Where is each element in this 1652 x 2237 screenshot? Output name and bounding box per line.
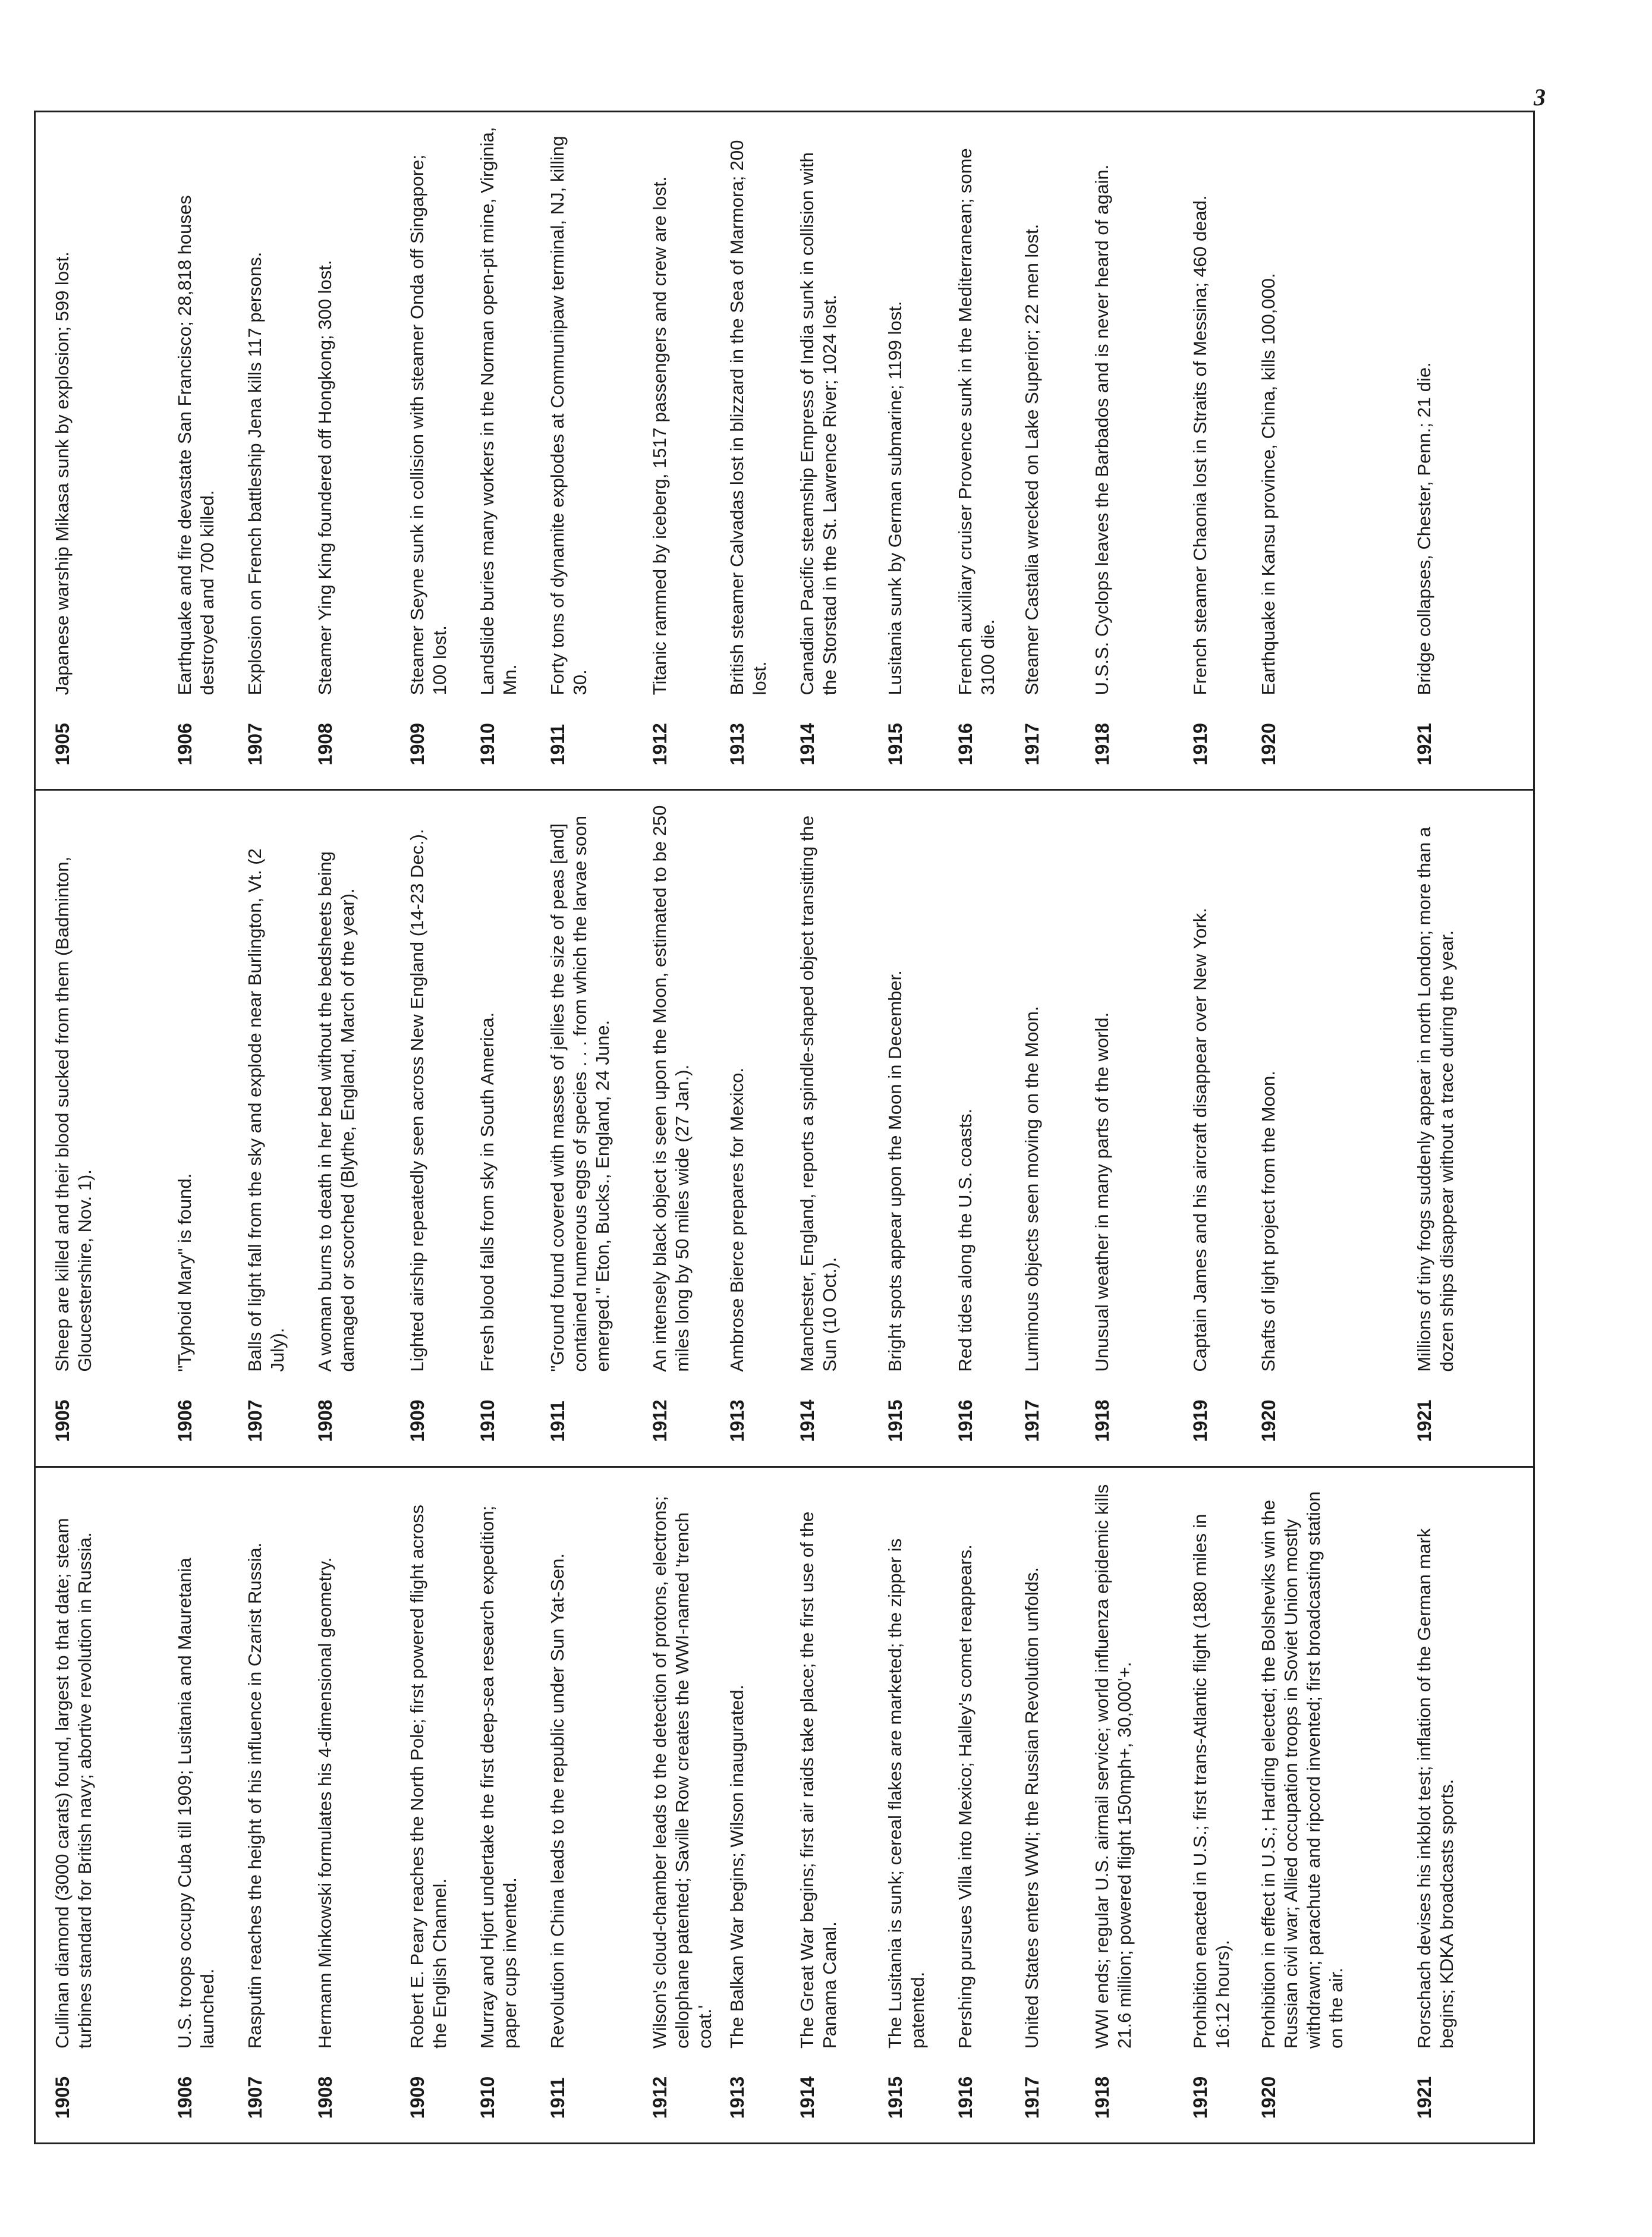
year: 1911 <box>547 2077 568 2119</box>
year: 1908 <box>314 2076 336 2119</box>
year: 1905 <box>52 2076 73 2119</box>
table-row <box>649 127 726 765</box>
table-row <box>546 1482 649 2119</box>
entry-text: U.S.S. Cyclops leaves the Barbados and is never heard of again. <box>1091 164 1112 696</box>
entry-text: Red tides along the U.S. coasts. <box>955 1108 976 1372</box>
entry-text: "Ground found covered with masses of jellies the size of peas [and] contained numerous eggs of species . . . from which the larvae soon emerged." Eton, Bucks., England, 24 June. <box>547 815 613 1372</box>
table-row <box>649 805 726 1442</box>
year: 1918 <box>1091 723 1113 766</box>
table-row <box>954 1482 1021 2119</box>
entry-text: Prohibition enacted in U.S.; first trans-Atlantic flight (1880 miles in 16:12 hours). <box>1190 1514 1233 2049</box>
entry-text: Robert E. Peary reaches the North Pole; first powered flight across the English Channel. <box>407 1505 450 2049</box>
entry-text: Wilson's cloud-chamber leads to the detection of protons, electrons; cellophane patented; Saville Row creates the WWI-named 'trench coat.' <box>649 1496 715 2049</box>
year: 1911 <box>547 1401 568 1442</box>
year: 1920 <box>1258 2076 1279 2119</box>
entry-text: The Great War begins; first air raids take place; the first use of the Panama Canal. <box>797 1511 840 2049</box>
table-row <box>1091 805 1189 1442</box>
table-row <box>1413 127 1490 765</box>
chronology-table <box>34 111 1535 2144</box>
year: 1915 <box>885 2076 906 2119</box>
table-row <box>1189 805 1257 1442</box>
year: 1912 <box>649 2076 671 2119</box>
year: 1912 <box>649 723 671 766</box>
entry-text: Millions of tiny frogs suddenly appear in north London; more than a dozen ships disappear without a trace during the year. <box>1414 826 1457 1372</box>
table-row <box>546 805 649 1442</box>
year: 1905 <box>52 1399 73 1442</box>
entry-text: U.S. troops occupy Cuba till 1909; Lusitania and Mauretania launched. <box>174 1558 218 2049</box>
table-row <box>1257 805 1413 1442</box>
year: 1919 <box>1190 1399 1211 1442</box>
table-row <box>174 127 244 765</box>
entry-text: Shafts of light project from the Moon. <box>1258 1071 1279 1372</box>
table-row <box>476 805 546 1442</box>
year: 1914 <box>797 723 818 766</box>
year: 1915 <box>885 1399 906 1442</box>
table-row <box>796 127 884 765</box>
year: 1911 <box>547 723 568 766</box>
table-row <box>476 1482 546 2119</box>
entry-text: Sheep are killed and their blood sucked from them (Badminton, Gloucestershire, Nov. 1). <box>52 856 95 1372</box>
table-row <box>1021 127 1091 765</box>
year: 1909 <box>407 1399 428 1442</box>
year: 1916 <box>955 723 976 766</box>
entry-text: Manchester, England, reports a spindle-shaped object transitting the Sun (10 Oct.). <box>797 815 840 1372</box>
entry-text: Steamer Castalia wrecked on Lake Superior; 22 men lost. <box>1021 224 1042 696</box>
table-row <box>1189 1482 1257 2119</box>
table-row <box>406 805 476 1442</box>
year: 1917 <box>1021 2076 1043 2119</box>
table-row <box>884 1482 954 2119</box>
year: 1921 <box>1414 723 1435 766</box>
year: 1905 <box>52 723 73 766</box>
table-row <box>954 805 1021 1442</box>
year: 1913 <box>726 723 748 766</box>
year: 1906 <box>174 723 196 766</box>
table-row <box>314 1482 406 2119</box>
table-row <box>546 127 649 765</box>
entry-text: British steamer Calvadas lost in blizzard in the Sea of Marmora; 200 lost. <box>726 140 770 696</box>
table-row <box>796 805 884 1442</box>
year: 1906 <box>174 2076 196 2119</box>
table-row <box>51 1482 174 2119</box>
table-row <box>174 1482 244 2119</box>
entry-text: Pershing pursues Villa into Mexico; Halley's comet reappears. <box>955 1544 976 2049</box>
entry-text: Ambrose Bierce prepares for Mexico. <box>726 1067 747 1372</box>
entry-text: Rorschach devises his inkblot test; inflation of the German mark begins; KDKA broadcasts sports. <box>1414 1528 1457 2049</box>
entry-text: Earthquake in Kansu province, China, kills 100,000. <box>1258 273 1279 696</box>
table-row <box>649 1482 726 2119</box>
table-row <box>884 127 954 765</box>
table-row <box>244 1482 314 2119</box>
year: 1917 <box>1021 1399 1043 1442</box>
year: 1910 <box>477 1399 498 1442</box>
entry-text: Hermann Minkowski formulates his 4-dimensional geometry. <box>314 1557 335 2049</box>
table-row <box>406 1482 476 2119</box>
year: 1918 <box>1091 2076 1113 2119</box>
entry-text: Balls of light fall from the sky and explode near Burlington, Vt. (2 July). <box>244 848 288 1372</box>
year: 1907 <box>244 723 266 766</box>
year: 1910 <box>477 2076 498 2119</box>
entry-text: The Lusitania is sunk; cereal flakes are marketed; the zipper is patented. <box>885 1538 928 2049</box>
entry-text: Luminous objects seen moving on the Moon. <box>1021 1006 1042 1372</box>
year: 1916 <box>955 2076 976 2119</box>
entry-text: Prohibition in effect in U.S.; Harding elected; the Bolsheviks win the Russian civil war; Allied occupation troops in Soviet Union mostly withdrawn; parachute and ripcord invented; first broadcasting station on the air. <box>1258 1491 1346 2049</box>
table-row <box>1413 805 1490 1442</box>
year: 1909 <box>407 723 428 766</box>
year: 1907 <box>244 2076 266 2119</box>
year: 1918 <box>1091 1399 1113 1442</box>
year: 1920 <box>1258 723 1279 766</box>
entry-text: Lighted airship repeatedly seen across New England (14-23 Dec.). <box>407 829 427 1372</box>
entry-text: Cullinan diamond (3000 carats) found, largest to that date; steam turbines standard for British navy; abortive revolution in Russia. <box>52 1518 95 2049</box>
entry-text: The Balkan War begins; Wilson inaugurated. <box>726 1684 747 2049</box>
year: 1919 <box>1190 723 1211 766</box>
table-row <box>1413 1482 1490 2119</box>
entry-text: Steamer Seyne sunk in collision with steamer Onda off Singapore; 100 lost. <box>407 155 450 696</box>
table-row <box>476 127 546 765</box>
year: 1919 <box>1190 2076 1211 2119</box>
table-row <box>174 805 244 1442</box>
year: 1913 <box>726 1399 748 1442</box>
table-row <box>726 127 796 765</box>
table-row <box>1021 805 1091 1442</box>
column-phenomena <box>36 789 1533 1465</box>
year: 1908 <box>314 723 336 766</box>
entry-text: A woman burns to death in her bed without the bedsheets being damaged or scorched (Blythe, England, March of the year). <box>314 851 358 1372</box>
table-row <box>244 805 314 1442</box>
entry-text: Fresh blood falls from sky in South America. <box>477 1012 498 1372</box>
entry-text: French steamer Chaonia lost in Straits of Messina; 460 dead. <box>1190 195 1210 696</box>
table-row <box>314 127 406 765</box>
year: 1921 <box>1414 1399 1435 1442</box>
column-events <box>36 1466 1533 2142</box>
table-row <box>1189 127 1257 765</box>
entry-text: Bridge collapses, Chester, Penn.; 21 die. <box>1414 362 1434 696</box>
table-row <box>954 127 1021 765</box>
table-row <box>884 805 954 1442</box>
table-row <box>1257 1482 1413 2119</box>
entry-text: Earthquake and fire devastate San Francisco; 28,818 houses destroyed and 700 killed. <box>174 195 218 696</box>
table-row <box>1091 127 1189 765</box>
entry-text: Revolution in China leads to the republic under Sun Yat-Sen. <box>547 1553 568 2049</box>
table-row <box>314 805 406 1442</box>
year: 1914 <box>797 1399 818 1442</box>
table-row <box>406 127 476 765</box>
entry-text: Lusitania sunk by German submarine; 1199 lost. <box>885 301 905 696</box>
entry-text: Explosion on French battleship Jena kills 117 persons. <box>244 251 265 696</box>
column-disasters <box>36 112 1533 789</box>
entry-text: Titanic rammed by iceberg, 1517 passengers and crew are lost. <box>649 176 670 696</box>
entry-text: Murray and Hjort undertake the first deep-sea research expedition; paper cups invented. <box>477 1505 520 2049</box>
table-row <box>1021 1482 1091 2119</box>
year: 1913 <box>726 2076 748 2119</box>
table-row <box>1091 1482 1189 2119</box>
year: 1914 <box>797 2076 818 2119</box>
entry-text: Bright spots appear upon the Moon in December. <box>885 970 905 1372</box>
entry-text: Landslide buries many workers in the Norman open-pit mine, Virginia, Mn. <box>477 127 520 696</box>
year: 1906 <box>174 1399 196 1442</box>
year: 1909 <box>407 2076 428 2119</box>
year: 1908 <box>314 1399 336 1442</box>
entry-text: Canadian Pacific steamship Empress of India sunk in collision with the Storstad in the St. Lawrence River; 1024 lost. <box>797 152 840 696</box>
table-row <box>51 127 174 765</box>
year: 1916 <box>955 1399 976 1442</box>
entry-text: Japanese warship Mikasa sunk by explosion; 599 lost. <box>52 251 73 696</box>
entry-text: French auxiliary cruiser Provence sunk in the Mediterranean; some 3100 die. <box>955 148 998 696</box>
entry-text: "Typhoid Mary" is found. <box>174 1173 195 1372</box>
year: 1915 <box>885 723 906 766</box>
entry-text: Unusual weather in many parts of the world. <box>1091 1012 1112 1372</box>
table-row <box>51 805 174 1442</box>
year: 1921 <box>1414 2076 1435 2119</box>
year: 1920 <box>1258 1399 1279 1442</box>
year: 1917 <box>1021 723 1043 766</box>
entry-text: Captain James and his aircraft disappear over New York. <box>1190 908 1210 1372</box>
entry-text: WWI ends; regular U.S. airmail service; world influenza epidemic kills 21.6 million; powered flight 150mph+, 30,000'+. <box>1091 1484 1135 2049</box>
year: 1912 <box>649 1399 671 1442</box>
entry-text: Rasputin reaches the height of his influence in Czarist Russia. <box>244 1542 265 2049</box>
table-row <box>1257 127 1413 765</box>
table-row <box>726 805 796 1442</box>
entry-text: Steamer Ying King foundered off Hongkong; 300 lost. <box>314 260 335 696</box>
table-row <box>726 1482 796 2119</box>
table-row <box>244 127 314 765</box>
entry-text: United States enters WWI; the Russian Revolution unfolds. <box>1021 1567 1042 2049</box>
year: 1910 <box>477 723 498 766</box>
table-row <box>796 1482 884 2119</box>
year: 1907 <box>244 1399 266 1442</box>
page-number: 3 <box>1534 84 1546 111</box>
entry-text: Forty tons of dynamite explodes at Communipaw terminal, NJ, killing 30. <box>547 136 590 696</box>
entry-text: An intensely black object is seen upon the Moon, estimated to be 250 miles long by 50 miles wide (27 Jan.). <box>649 805 693 1372</box>
